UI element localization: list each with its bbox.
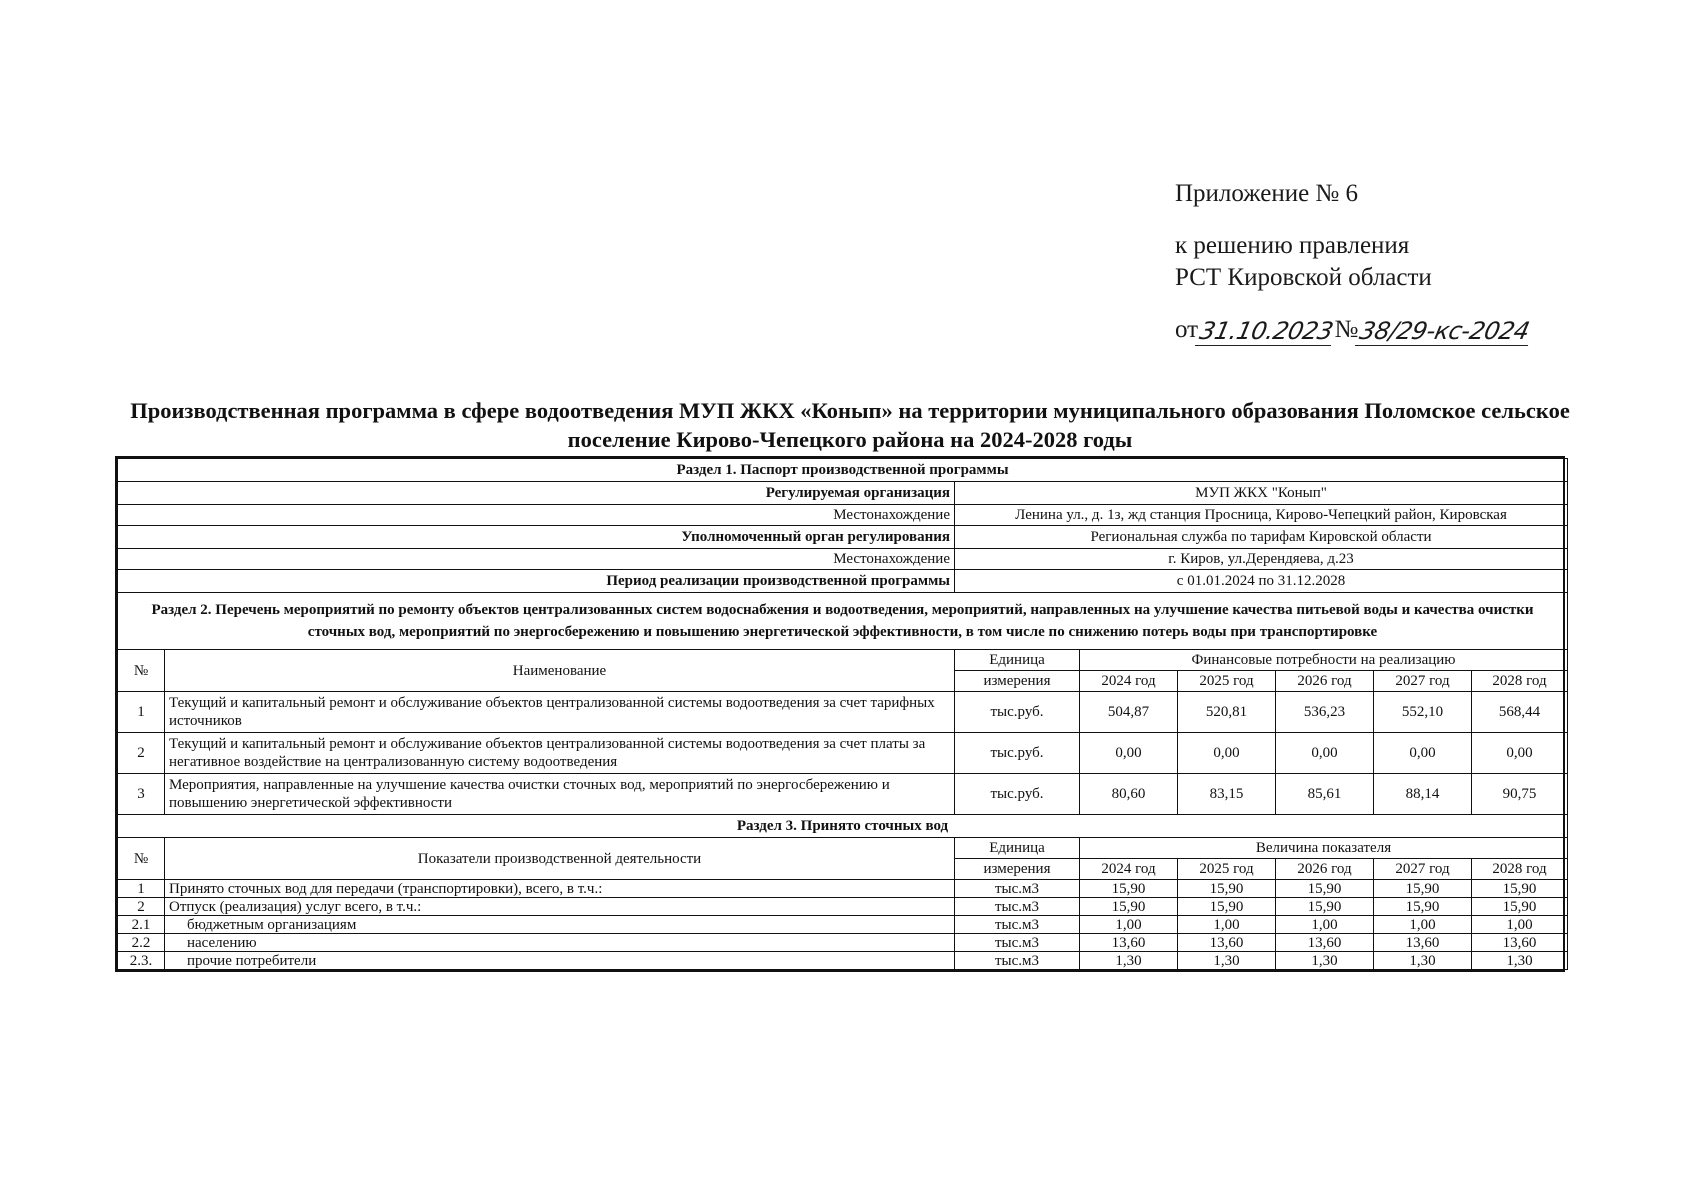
year-header: 2026 год — [1276, 671, 1374, 692]
year-header: 2027 год — [1374, 859, 1472, 880]
program-table — [115, 456, 1565, 972]
row-number: 2 — [118, 898, 165, 916]
section3-title-row — [118, 815, 1568, 838]
row-number: 3 — [118, 774, 165, 815]
row-value: 1,00 — [1178, 916, 1276, 934]
row-value: 520,81 — [1178, 692, 1276, 733]
appendix-title: Приложение № 6 — [1175, 180, 1359, 207]
row-value: 568,44 — [1472, 692, 1568, 733]
section2-data-row — [118, 774, 1568, 815]
row-value: 1,00 — [1472, 916, 1568, 934]
row-value: 15,90 — [1472, 898, 1568, 916]
row-value: 85,61 — [1276, 774, 1374, 815]
row-name: прочие потребители — [165, 952, 955, 970]
section1-title-row — [118, 459, 1568, 482]
row-value: 90,75 — [1472, 774, 1568, 815]
passport-value: Региональная служба по тарифам Кировской области — [955, 526, 1568, 549]
year-header: 2024 год — [1080, 859, 1178, 880]
passport-label: Уполномоченный орган регулирования — [118, 526, 955, 549]
passport-value: Ленина ул., д. 1з, жд станция Просница, Кирово-Чепецкий район, Кировская — [955, 505, 1568, 526]
section3-title: Раздел 3. Принято сточных вод — [118, 815, 1568, 838]
row-value: 552,10 — [1374, 692, 1472, 733]
row-value: 15,90 — [1178, 898, 1276, 916]
row-value: 15,90 — [1472, 880, 1568, 898]
passport-value: г. Киров, ул.Дерендяева, д.23 — [955, 549, 1568, 570]
col-number-header: № — [118, 838, 165, 880]
row-name: Принято сточных вод для передачи (транспортировки), всего, в т.ч.: — [165, 880, 955, 898]
row-number: 1 — [118, 692, 165, 733]
col-group-header: Финансовые потребности на реализацию — [1080, 650, 1568, 671]
row-unit: тыс.м3 — [955, 934, 1080, 952]
row-value: 1,00 — [1080, 916, 1178, 934]
year-header: 2028 год — [1472, 671, 1568, 692]
year-header: 2026 год — [1276, 859, 1374, 880]
row-name: населению — [165, 934, 955, 952]
number-label: № — [1334, 316, 1359, 343]
year-header: 2028 год — [1472, 859, 1568, 880]
row-unit: тыс.руб. — [955, 733, 1080, 774]
section3-data-row — [118, 880, 1568, 898]
row-value: 15,90 — [1178, 880, 1276, 898]
col-name-header: Наименование — [165, 650, 955, 692]
row-name: Мероприятия, направленные на улучшение качества очистки сточных вод, мероприятий по энергосбережению и повышению энергетической эффективности — [165, 774, 955, 815]
section2-title: Раздел 2. Перечень мероприятий по ремонту объектов централизованных систем водоснабжения и водоотведения, мероприятий, направленных на улучшение качества питьевой воды и качества очистки сточных вод, мероприятий по энергосбережению и повышению энергетической эффективности, в том числе по снижению потерь воды при транспортировке — [118, 593, 1568, 650]
from-label: от — [1175, 316, 1199, 343]
row-value: 1,30 — [1276, 952, 1374, 970]
row-number: 2.1 — [118, 916, 165, 934]
row-value: 15,90 — [1276, 880, 1374, 898]
row-value: 504,87 — [1080, 692, 1178, 733]
handwritten-number: 38/29-кс-2024 — [1355, 317, 1534, 346]
passport-label: Период реализации производственной программы — [118, 570, 955, 593]
section3-header-row — [118, 838, 1568, 859]
row-unit: тыс.м3 — [955, 880, 1080, 898]
row-value: 0,00 — [1374, 733, 1472, 774]
row-name: Текущий и капитальный ремонт и обслуживание объектов централизованной системы водоотведения за счет тарифных источников — [165, 692, 955, 733]
row-value: 83,15 — [1178, 774, 1276, 815]
row-value: 13,60 — [1276, 934, 1374, 952]
passport-label: Местонахождение — [118, 549, 955, 570]
row-value: 1,30 — [1178, 952, 1276, 970]
section3-data-row — [118, 898, 1568, 916]
row-value: 1,30 — [1374, 952, 1472, 970]
passport-row — [118, 505, 1568, 526]
document-title: Производственная программа в сфере водоотведения МУП ЖКХ «Конып» на территории муниципального образования Поломское сельское поселение Кирово-Чепецкого района на 2024-2028 годы — [130, 398, 1570, 452]
row-number: 2.3. — [118, 952, 165, 970]
row-value: 0,00 — [1472, 733, 1568, 774]
col-unit-header-line1: Единица — [955, 650, 1080, 671]
appendix-signature-line — [1175, 314, 1615, 346]
row-value: 15,90 — [1374, 898, 1472, 916]
passport-row — [118, 549, 1568, 570]
passport-row — [118, 526, 1568, 549]
year-header: 2025 год — [1178, 671, 1276, 692]
section2-header-row — [118, 650, 1568, 671]
row-value: 1,00 — [1276, 916, 1374, 934]
col-group-header: Величина показателя — [1080, 838, 1568, 859]
passport-row — [118, 482, 1568, 505]
row-unit: тыс.м3 — [955, 898, 1080, 916]
row-number: 2.2 — [118, 934, 165, 952]
passport-value: МУП ЖКХ "Конып" — [955, 482, 1568, 505]
col-name-header: Показатели производственной деятельности — [165, 838, 955, 880]
section2-data-row — [118, 692, 1568, 733]
row-value: 0,00 — [1178, 733, 1276, 774]
handwritten-date: 31.10.2023 — [1195, 317, 1338, 346]
row-value: 536,23 — [1276, 692, 1374, 733]
row-value: 13,60 — [1374, 934, 1472, 952]
section2-title-row — [118, 593, 1568, 650]
row-value: 0,00 — [1080, 733, 1178, 774]
row-name: Текущий и капитальный ремонт и обслуживание объектов централизованной системы водоотведения за счет платы за негативное воздействие на централизованную систему водоотведения — [165, 733, 955, 774]
row-value: 13,60 — [1472, 934, 1568, 952]
row-value: 1,30 — [1080, 952, 1178, 970]
appendix-line-authority: РСТ Кировской области — [1175, 264, 1432, 291]
section1-title: Раздел 1. Паспорт производственной программы — [118, 459, 1568, 482]
row-value: 1,30 — [1472, 952, 1568, 970]
passport-label: Местонахождение — [118, 505, 955, 526]
col-number-header: № — [118, 650, 165, 692]
passport-row — [118, 570, 1568, 593]
appendix-line-decision: к решению правления — [1175, 232, 1410, 259]
row-unit: тыс.м3 — [955, 952, 1080, 970]
row-name: Отпуск (реализация) услуг всего, в т.ч.: — [165, 898, 955, 916]
col-unit-header-line1: Единица — [955, 838, 1080, 859]
year-header: 2025 год — [1178, 859, 1276, 880]
section3-data-row — [118, 934, 1568, 952]
col-unit-header-line2: измерения — [955, 859, 1080, 880]
row-unit: тыс.руб. — [955, 692, 1080, 733]
row-number: 1 — [118, 880, 165, 898]
row-value: 15,90 — [1080, 880, 1178, 898]
passport-value: с 01.01.2024 по 31.12.2028 — [955, 570, 1568, 593]
row-value: 1,00 — [1374, 916, 1472, 934]
row-value: 80,60 — [1080, 774, 1178, 815]
row-value: 13,60 — [1080, 934, 1178, 952]
row-unit: тыс.руб. — [955, 774, 1080, 815]
passport-label: Регулируемая организация — [118, 482, 955, 505]
row-value: 88,14 — [1374, 774, 1472, 815]
row-number: 2 — [118, 733, 165, 774]
col-unit-header-line2: измерения — [955, 671, 1080, 692]
row-value: 15,90 — [1374, 880, 1472, 898]
section3-data-row — [118, 952, 1568, 970]
row-name: бюджетным организациям — [165, 916, 955, 934]
section3-data-row — [118, 916, 1568, 934]
year-header: 2027 год — [1374, 671, 1472, 692]
year-header: 2024 год — [1080, 671, 1178, 692]
appendix-header — [1175, 178, 1615, 346]
row-unit: тыс.м3 — [955, 916, 1080, 934]
section2-data-row — [118, 733, 1568, 774]
row-value: 15,90 — [1080, 898, 1178, 916]
row-value: 0,00 — [1276, 733, 1374, 774]
row-value: 15,90 — [1276, 898, 1374, 916]
row-value: 13,60 — [1178, 934, 1276, 952]
